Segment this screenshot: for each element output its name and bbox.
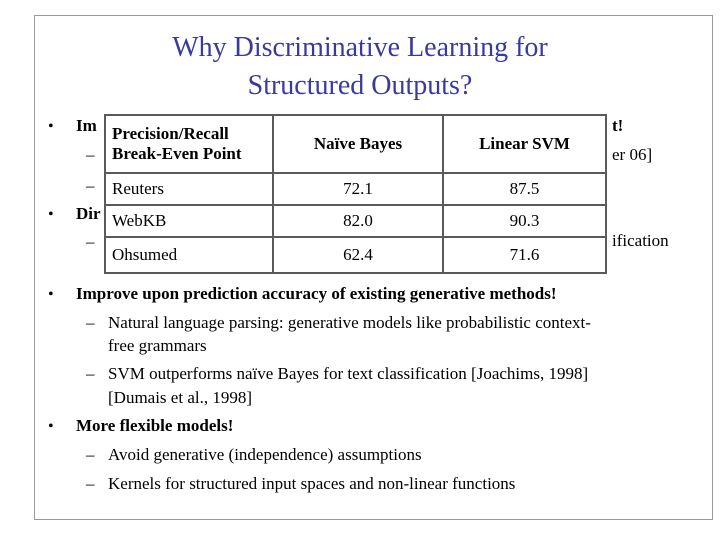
results-table bbox=[104, 114, 607, 274]
sub-bullet-svm: SVM outperforms naïve Bayes for text classification [Joachims, 1998] bbox=[108, 364, 589, 383]
bullet-marker: • bbox=[48, 206, 54, 223]
dash-marker: – bbox=[86, 364, 95, 383]
bullet-flexible-models: More flexible models! bbox=[76, 416, 234, 435]
bullet-improve-accuracy: Improve upon prediction accuracy of existing generative methods! bbox=[76, 284, 557, 303]
table-cell-nb: 62.4 bbox=[274, 238, 442, 272]
bullet-marker: • bbox=[48, 418, 54, 435]
sub-bullet-avoid-assumptions: Avoid generative (independence) assumptions bbox=[108, 445, 422, 464]
sub-bullet-parsing-cont: free grammars bbox=[108, 336, 207, 355]
dash-marker: – bbox=[86, 176, 95, 195]
table-row-name: WebKB bbox=[106, 206, 272, 236]
sub-bullet-kernels: Kernels for structured input spaces and non-linear functions bbox=[108, 474, 516, 493]
dash-marker: – bbox=[86, 145, 95, 164]
table-cell-svm: 90.3 bbox=[444, 206, 605, 236]
obscured-text-start-2: Dir bbox=[76, 204, 101, 223]
table-cell-nb: 82.0 bbox=[274, 206, 442, 236]
table-header-metric-line-1: Precision/Recall bbox=[112, 124, 229, 143]
table-row-name: Ohsumed bbox=[106, 238, 272, 272]
obscured-text-start-1: Im bbox=[76, 116, 97, 135]
obscured-text-end-1: t! bbox=[612, 116, 624, 135]
obscured-text-end-2: er 06] bbox=[612, 145, 653, 164]
sub-bullet-parsing: Natural language parsing: generative models like probabilistic context- bbox=[108, 313, 591, 332]
obscured-text-end-3: ification bbox=[612, 231, 669, 250]
table-row-name: Reuters bbox=[106, 174, 272, 204]
slide-title-line-1: Why Discriminative Learning for bbox=[172, 32, 548, 63]
table-header-naive-bayes: Naïve Bayes bbox=[274, 116, 442, 172]
table-header-metric bbox=[106, 116, 272, 172]
table-cell-svm: 71.6 bbox=[444, 238, 605, 272]
table-cell-svm: 87.5 bbox=[444, 174, 605, 204]
slide-title-line-2: Structured Outputs? bbox=[247, 70, 473, 101]
dash-marker: – bbox=[86, 445, 95, 464]
dash-marker: – bbox=[86, 232, 95, 251]
dash-marker: – bbox=[86, 313, 95, 332]
table-header-metric-line-2: Break-Even Point bbox=[112, 144, 242, 163]
table-header-linear-svm: Linear SVM bbox=[444, 116, 605, 172]
bullet-marker: • bbox=[48, 118, 54, 135]
table-cell-nb: 72.1 bbox=[274, 174, 442, 204]
dash-marker: – bbox=[86, 474, 95, 493]
sub-bullet-svm-cont: [Dumais et al., 1998] bbox=[108, 388, 252, 407]
bullet-marker: • bbox=[48, 286, 54, 303]
